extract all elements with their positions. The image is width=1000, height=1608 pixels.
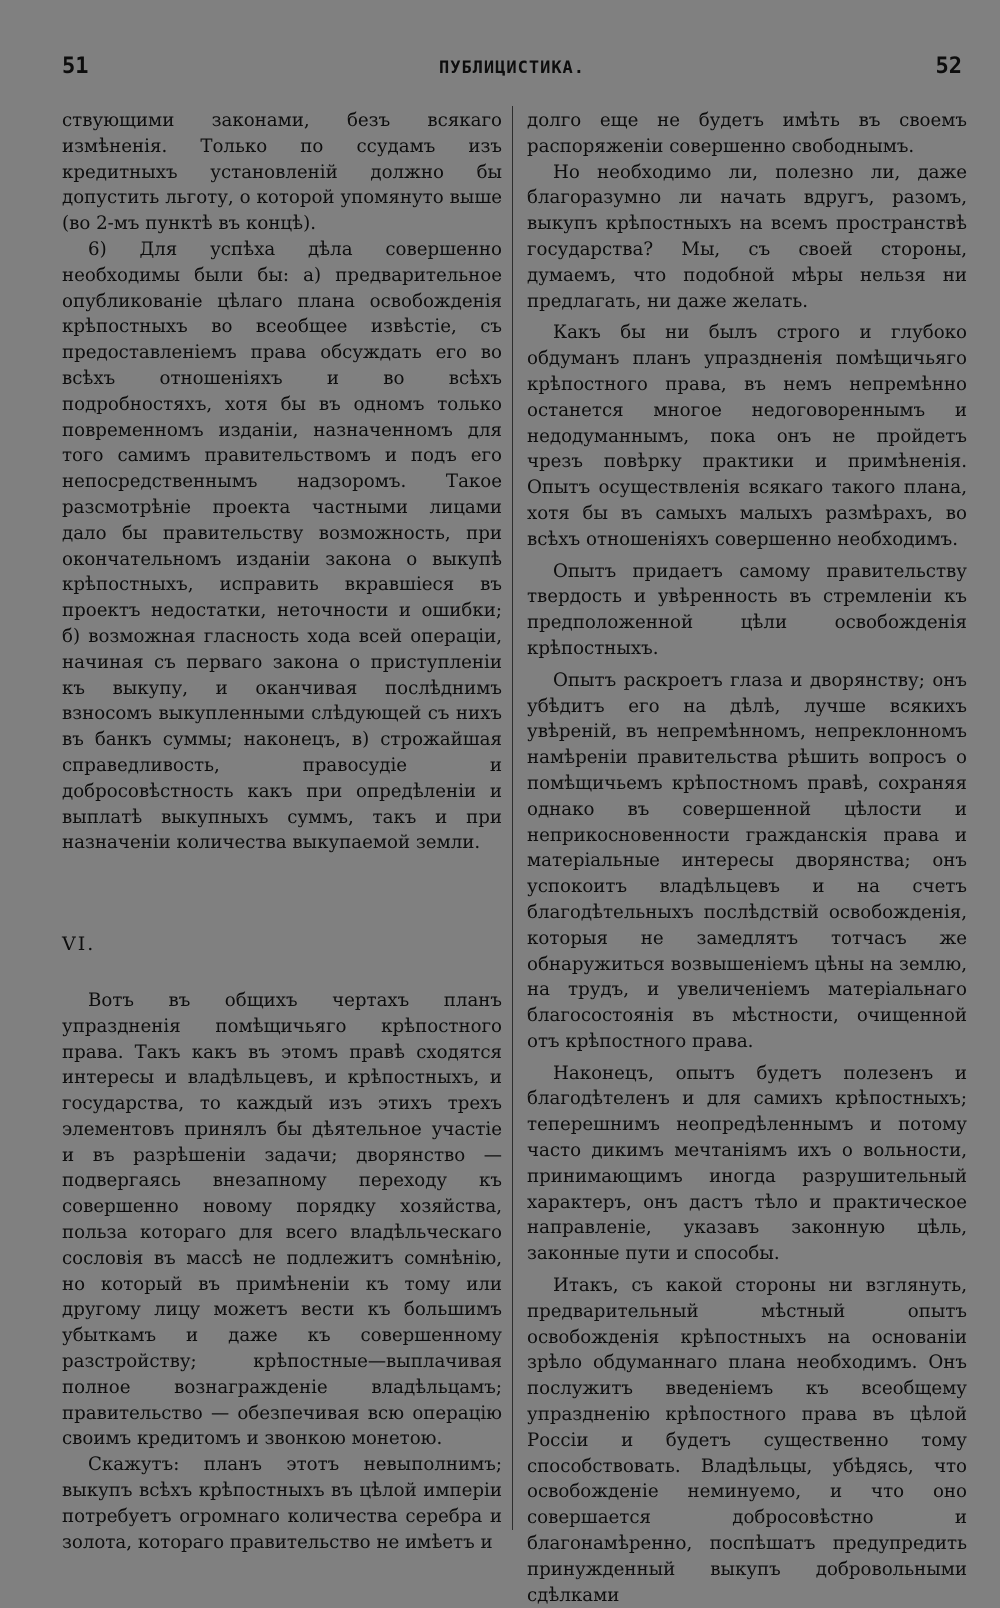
paragraph: Наконецъ, опытъ будетъ полезенъ и благодѣтеленъ и для самихъ крѣпостныхъ; теперешнимъ неопредѣленнымъ и потому часто дикимъ мечтаніямъ ихъ о вольности, принимающимъ иногда разрушительный характеръ, онъ дастъ тѣло и практическое направленіе, указавъ законную цѣль, законные пути и способы. [527,1062,967,1265]
paragraph: ствующими законами, безъ всякаго измѣненія. Только по ссудамъ изъ кредитныхъ установленій должно бы допустить льготу, о которой упомянуто выше (во 2-мъ пунктѣ въ концѣ). [62,110,502,235]
column-divider [512,106,513,1530]
paragraph: Скажутъ: планъ этотъ невыполнимъ; выкупъ всѣхъ крѣпостныхъ въ цѣлой имперіи потребуетъ огромнаго количества серебра и золота, котораго правительство не имѣетъ и [62,1454,502,1553]
paragraph: долго еще не будетъ имѣть въ своемъ распоряженіи совершенно свободнымъ. [527,110,967,157]
paragraph: Опытъ раскроетъ глаза и дворянству; онъ убѣдитъ его на дѣлѣ, лучше всякихъ увѣреній, въ непремѣнномъ, непреклонномъ намѣреніи правительства рѣшить вопросъ о помѣщичьемъ крѣпостномъ правѣ, сохраняя однако въ совершенной цѣлости и неприкосновенности гражданскія права и матеріальные интересы дворянства; онъ успокоитъ владѣльцевъ и на счетъ благодѣтельныхъ послѣдствій освобожденія, которыя не замедлятъ тотчасъ же обнаружиться возвышеніемъ цѣны на землю, на трудъ, и увеличеніемъ матеріальнаго благосостоянія въ мѣстности, очищенной отъ крѣпостного права. [527,669,967,1052]
paragraph: Итакъ, съ какой стороны ни взглянуть, предварительный мѣстный опытъ освобожденія крѣпостныхъ на основаніи зрѣло обдуманнаго плана необходимъ. Онъ послужитъ введеніемъ къ всеобщему упраздненію крѣпостного права въ цѣлой Россіи и будетъ существенно тому способствовать. Владѣльцы, убѣдясь, что освобожденіе неминуемо, и что оно совершается добросовѣстно и благонамѣренно, поспѣшатъ предупредить принужденный выкупъ добровольными сдѣлками [527,1275,967,1606]
section-heading: VI. [62,933,96,956]
page-header [62,54,962,88]
paragraph: Опытъ придаетъ самому правительству твердость и увѣренность въ стремленіи къ предположенной цѣли освобожденія крѣпостныхъ. [527,560,967,659]
page-number-left: 51 [62,54,89,79]
left-column [62,108,502,1555]
right-column [527,108,967,1608]
paragraph: 6) Для успѣха дѣла совершенно необходимы были бы: а) предварительное опубликованіе цѣлаго плана освобожденія крѣпостныхъ во всеобщее извѣстіе, съ предоставленіемъ права обсуждать его во всѣхъ отношеніяхъ и во всѣхъ подробностяхъ, хотя бы въ одномъ только повременномъ изданіи, назначенномъ для того самимъ правительствомъ и подъ его непосредственнымъ надзоромъ. Такое разсмотрѣніе проекта частными лицами дало бы правительству возможность, при окончательномъ изданіи закона о выкупѣ крѣпостныхъ, исправить вкравшіеся въ проектъ недостатки, неточности и ошибки; б) возможная гласность хода всей операціи, начиная съ перваго закона о приступленіи къ выкупу, и оканчивая послѣднимъ взносомъ выкупленными слѣдующей съ нихъ въ банкъ суммы; наконецъ, в) строжайшая справедливость, правосудіе и добросовѣстность какъ при опредѣленіи и выплатѣ выкупныхъ суммъ, такъ и при назначеніи количества выкупаемой земли. [62,238,502,854]
paragraph: Какъ бы ни былъ строго и глубоко обдуманъ планъ упраздненія помѣщичьяго крѣпостного права, въ немъ непремѣнно останется многое недоговореннымъ и недодуманнымъ, пока онъ не пройдетъ чрезъ повѣрку практики и примѣненія. Опытъ осуществленія всякаго такого плана, хотя бы въ самыхъ малыхъ размѣрахъ, во всѣхъ отношеніяхъ совершенно необходимъ. [527,322,967,550]
paragraph: Но необходимо ли, полезно ли, даже благоразумно ли начать вдругъ, разомъ, выкупъ крѣпостныхъ на всемъ пространствѣ государства? Мы, съ своей стороны, думаемъ, что подобной мѣры нельзя ни предлагать, ни даже желать. [527,161,967,312]
running-title: ПУБЛИЦИСТИКА. [438,58,586,78]
page-number-right: 52 [935,54,962,79]
paragraph: Вотъ въ общихъ чертахъ планъ упраздненія помѣщичьяго крѣпостного права. Такъ какъ въ этомъ правѣ сходятся интересы и владѣльцевъ, и крѣпостныхъ, и государства, то каждый изъ этихъ трехъ элементовъ принялъ бы дѣятельное участіе и въ разрѣшеніи задачи; дворянство — подвергаясь внезапному переходу къ совершенно новому порядку хозяйства, польза котораго для всего владѣльческаго сословія въ массѣ не подлежитъ сомнѣнію, но который въ примѣненіи къ тому или другому лицу можетъ вести къ большимъ убыткамъ и даже къ совершенному разстройству; крѣпостные—выплачивая полное вознагражденіе владѣльцамъ; правительство — обезпечивая всю операцію своимъ кредитомъ и звонкою монетою. [62,989,502,1450]
